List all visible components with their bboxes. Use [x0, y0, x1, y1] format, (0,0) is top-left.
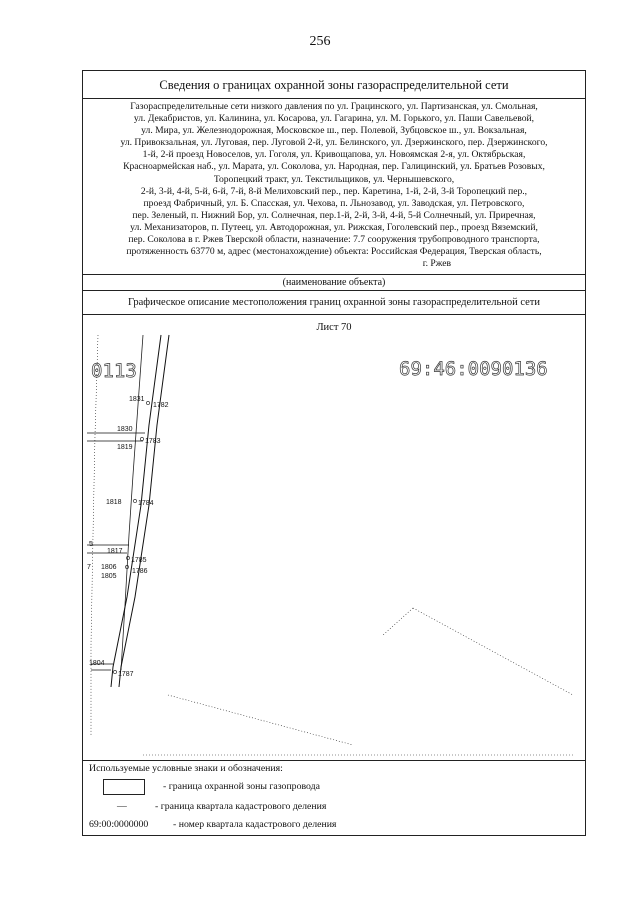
object-description: [83, 99, 585, 275]
legend-zone-symbol: [103, 779, 145, 795]
description-line: 1-й, 2-й проезд Новоселов, ул. Гоголя, ул. Кривощапова, ул. Новоямская 2-я, ул. Октябрьская,: [142, 149, 526, 161]
point-label: 1783: [145, 438, 161, 445]
point-label: 1782: [153, 402, 169, 409]
cadastral-number-main: 69:46:0090136: [399, 358, 548, 380]
graphic-description-title: Графическое описание местоположения границ охранной зоны газораспределительной сети: [83, 291, 585, 315]
point-label: 1819: [117, 444, 133, 451]
map-plot: [83, 315, 585, 760]
point-label: 1785: [131, 557, 147, 564]
description-line: пер. Зеленый, п. Нижний Бор, ул. Солнечная, пер.1-й, 2-й, 3-й, 4-й, 5-й Солнечный, ул. Приречная,: [132, 209, 536, 221]
legend-quarter-symbol: —: [117, 801, 127, 812]
description-line: пер. Соколова в г. Ржев Тверской области, назначение: 7.7 сооружения трубопроводного транспорта,: [128, 234, 540, 246]
point-label: 1805: [101, 573, 117, 580]
page-number: 256: [309, 34, 331, 49]
description-line: ул. Привокзальная, ул. Луговая, пер. Луговой 2-й, ул. Белинского, ул. Дзержинского, пер. Дзержинского,: [120, 137, 548, 149]
point-label: 1784: [138, 500, 154, 507]
description-line: г. Ржев: [422, 258, 451, 270]
description-line: проезд Фабричный, ул. Б. Спасская, ул. Чехова, п. Льнозавод, ул. Заводская, ул. Петровского,: [143, 197, 525, 209]
object-name-caption: (наименование объекта): [83, 275, 585, 291]
point-marker: [146, 401, 149, 404]
legend-quarter-label: - граница квартала кадастрового деления: [155, 801, 327, 812]
point-marker: [133, 499, 136, 502]
description-line: ул. Мира, ул. Железнодорожная, Московское ш., пер. Полевой, Зубцовское ш., ул. Вокзальная,: [141, 125, 527, 137]
description-line: Красноармейская наб., ул. Марата, ул. Соколова, ул. Народная, пер. Галицинский, ул. Братьев Розовых,: [123, 161, 545, 173]
point-label: 5: [89, 541, 93, 548]
point-label: 1787: [118, 671, 134, 678]
point-label: 1818: [106, 499, 122, 506]
description-line: Газораспределительные сети низкого давления по ул. Грацинского, ул. Партизанская, ул. Смольная,: [130, 101, 538, 112]
document-title: Сведения о границах охранной зоны газораспределительной сети: [83, 71, 585, 99]
description-line: 2-й, 3-й, 4-й, 5-й, 6-й, 7-й, 8-й Мелиховский пер., пер. Каретина, 1-й, 2-й, 3-й Торопецкий пер.,: [140, 185, 528, 197]
point-label: 1786: [132, 568, 148, 575]
legend: [83, 760, 585, 837]
protection-zone-boundary: [111, 335, 161, 687]
point-marker: [113, 670, 116, 673]
cadastral-number-left: 0113: [91, 360, 137, 382]
point-label: 7: [87, 564, 91, 571]
quarter-boundary-diagonal: [168, 695, 353, 745]
legend-quarter-number-label: - номер квартала кадастрового деления: [173, 819, 337, 830]
point-label: 1830: [117, 426, 133, 433]
sheet-label: Лист 70: [316, 322, 352, 333]
description-line: ул. Декабристов, ул. Калинина, ул. Косарова, ул. Гагарина, ул. М. Горького, ул. Паши Савельевой,: [133, 113, 535, 125]
legend-title: Используемые условные знаки и обозначения:: [89, 763, 283, 774]
description-line: протяженность 63770 м, адрес (местонахождение) объекта: Российская Федерация, Тверская область,: [126, 246, 542, 258]
description-line: ул. Механизаторов, п. Путеец, ул. Автодорожная, ул. Рижская, Гоголевский пер., проезд Вяземский,: [130, 221, 538, 233]
cadastral-map: [83, 315, 585, 760]
quarter-boundary-line: [91, 335, 98, 735]
quarter-boundary-diagonal: [413, 608, 573, 695]
legend-quarter-code: 69:00:0000000: [89, 819, 149, 830]
point-label: 1817: [107, 548, 123, 555]
point-label: 1804: [89, 660, 105, 667]
document-frame: [82, 70, 586, 836]
protection-zone-boundary: [119, 335, 169, 687]
point-label: 1831: [129, 396, 145, 403]
description-line: Торопецкий тракт, ул. Текстильщиков, ул. Чернышевского,: [213, 173, 455, 185]
point-marker: [140, 437, 143, 440]
legend-zone-label: - граница охранной зоны газопровода: [163, 781, 320, 792]
point-label: 1806: [101, 564, 117, 571]
quarter-boundary-diagonal: [383, 608, 413, 635]
